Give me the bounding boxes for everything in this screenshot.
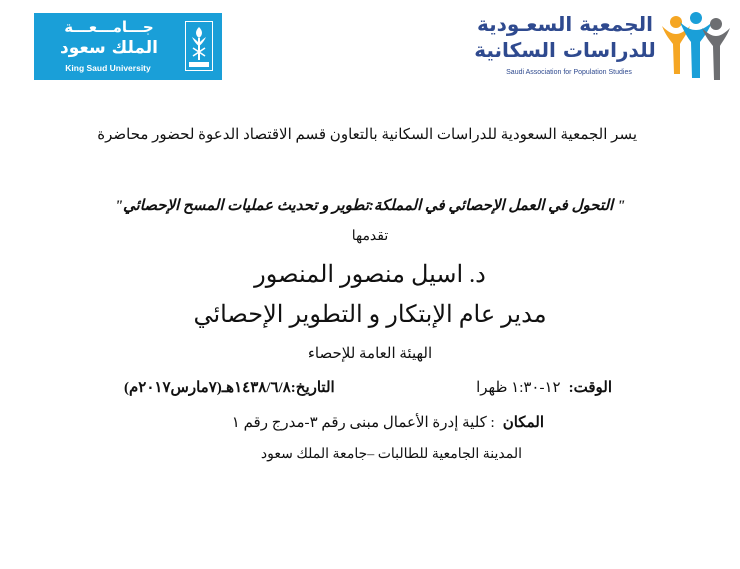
ksu-name-ar-line1: جـــامـــعـــة <box>64 18 154 36</box>
ksu-name-en: King Saud University <box>65 63 151 73</box>
time-value: ١٢-١:٣٠ ظهرا <box>476 380 561 396</box>
date-row <box>124 378 335 397</box>
time-row <box>476 378 612 397</box>
sapa-name-en: Saudi Association for Population Studies <box>506 69 632 76</box>
place-value: : كلية إدرة الأعمال مبنى رقم ٣-مدرج رقم ١ <box>231 415 495 431</box>
city-line: المدينة الجامعية للطالبات –جامعة الملك سعود <box>260 447 522 462</box>
organization-name: الهيئة العامة للإحصاء <box>307 346 433 362</box>
invitation-intro: يسر الجمعية السعودية للدراسات السكانية بالتعاون قسم الاقتصاد الدعوة لحضور محاضرة <box>97 127 637 143</box>
ksu-logo <box>34 13 222 80</box>
speaker-name: د. اسيل منصور المنصور <box>254 262 486 288</box>
sapa-name-ar-line1: الجمعية السعـودية <box>476 12 653 36</box>
presents-label: تقدمها <box>351 229 389 244</box>
time-label: الوقت: <box>568 380 612 396</box>
sapa-logo <box>470 6 738 88</box>
place-row <box>232 413 544 432</box>
lecture-title: " التحول في العمل الإحصائي في المملكة:تطوير و تحديث عمليات المسح الإحصائي" <box>114 198 626 214</box>
sapa-name-ar-line2: للدراسات السكانية <box>474 38 656 62</box>
date-value: ١٤٣٨/٦/٨هـ(٧مارس٢٠١٧م) <box>124 380 291 396</box>
date-label: التاريخ: <box>290 380 335 396</box>
sapa-people-icon <box>658 10 734 86</box>
ksu-emblem-icon <box>185 21 213 71</box>
speaker-position: مدير عام الإبتكار و التطوير الإحصائي <box>193 302 547 328</box>
ksu-name-ar-line2: الملك سعود <box>60 38 158 58</box>
place-label: المكان <box>502 415 544 431</box>
